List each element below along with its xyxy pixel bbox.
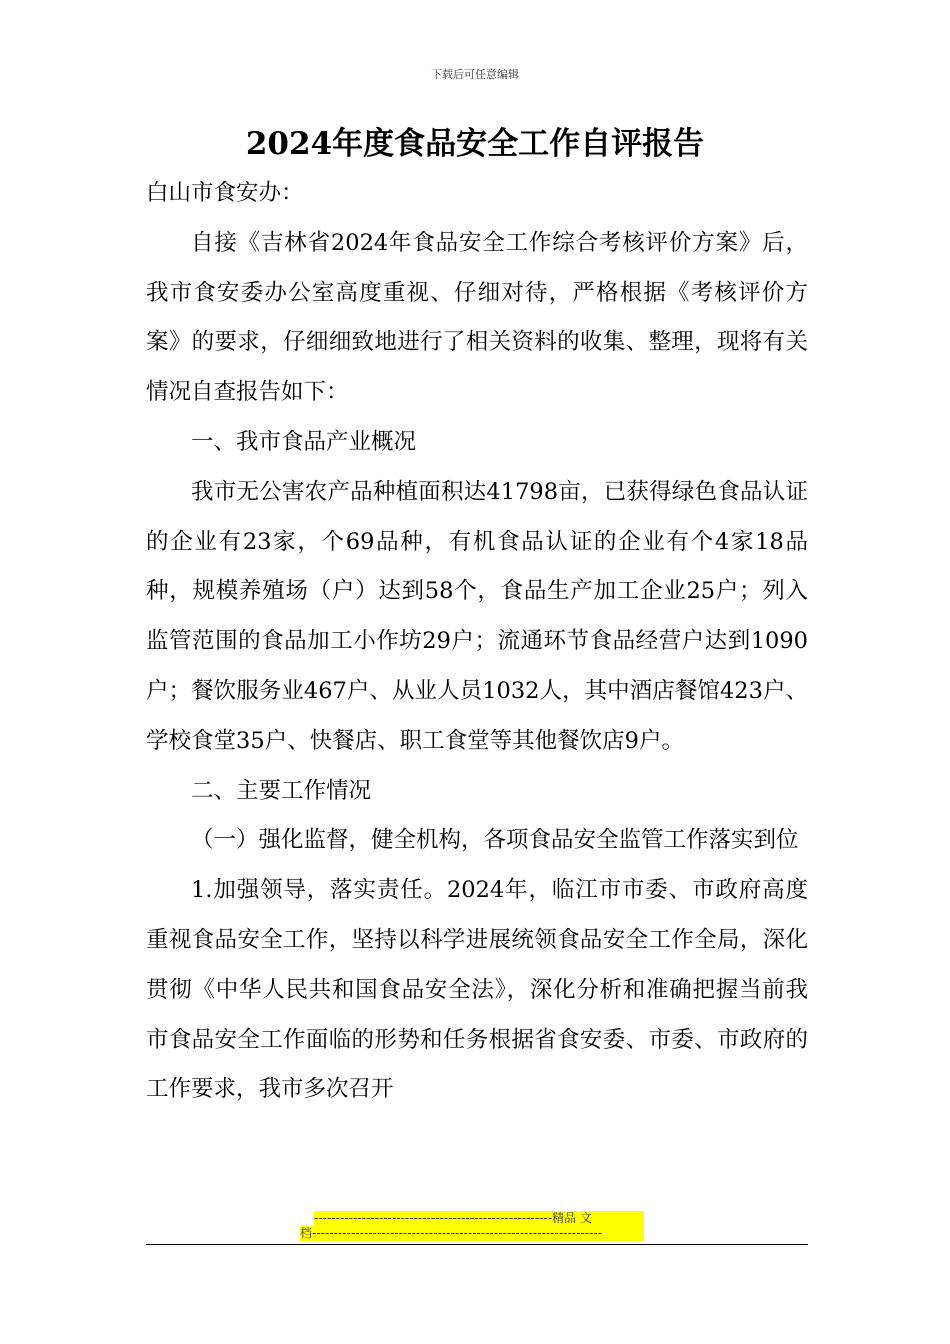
- paragraph-intro: 自接《吉林省2024年食品安全工作综合考核评价方案》后，我市食安委办公室高度重视、仔细对待，严格根据《考核评价方案》的要求，仔细细致地进行了相关资料的收集、整理，现将有关情况自查报告如下：: [146, 229, 808, 406]
- subsection-heading-1: （一）强化监督，健全机构，各项食品安全监管工作落实到位: [191, 827, 799, 854]
- salutation: 白山市食安办：: [146, 180, 304, 206]
- footer-line-2: 档-------------------------------------------------------------------: [300, 1226, 644, 1241]
- paragraph-industry-overview: 我市无公害农产品种植面积达41798亩，已获得绿色食品认证的企业有23家，个69品种，有机食品认证的企业有个4家18品种，规模养殖场（户）达到58个，食品生产加工企业25户；列入监管范围的食品加工小作坊29户；流通环节食品经营户达到1090户；餐饮服务业467户、从业人员1032人，其中酒店餐馆423户、学校食堂35户、快餐店、职工食堂等其他餐饮店9户。: [146, 478, 808, 754]
- section-heading-1: 一、我市食品产业概况: [191, 428, 417, 455]
- paragraph-leadership: 1.加强领导，落实责任。2024年，临江市市委、市政府高度重视食品安全工作，坚持以科学进展统领食品安全工作全局，深化贯彻《中华人民共和国食品安全法》，深化分析和准确把握当前我市食品安全工作面临的形势和任务根据省食安委、市委、市政府的工作要求，我市多次召开: [146, 877, 808, 1103]
- document-body: [146, 169, 808, 1115]
- section-heading-2: 二、主要工作情况: [191, 777, 372, 804]
- footer-watermark: [300, 1211, 650, 1241]
- footer-divider: [146, 1244, 808, 1245]
- header-note: 下载后可任意编辑: [431, 68, 519, 81]
- footer-line-1: -------------------------------------------------------精品 文: [314, 1211, 644, 1226]
- document-title: 2024年度食品安全工作自评报告: [245, 126, 705, 162]
